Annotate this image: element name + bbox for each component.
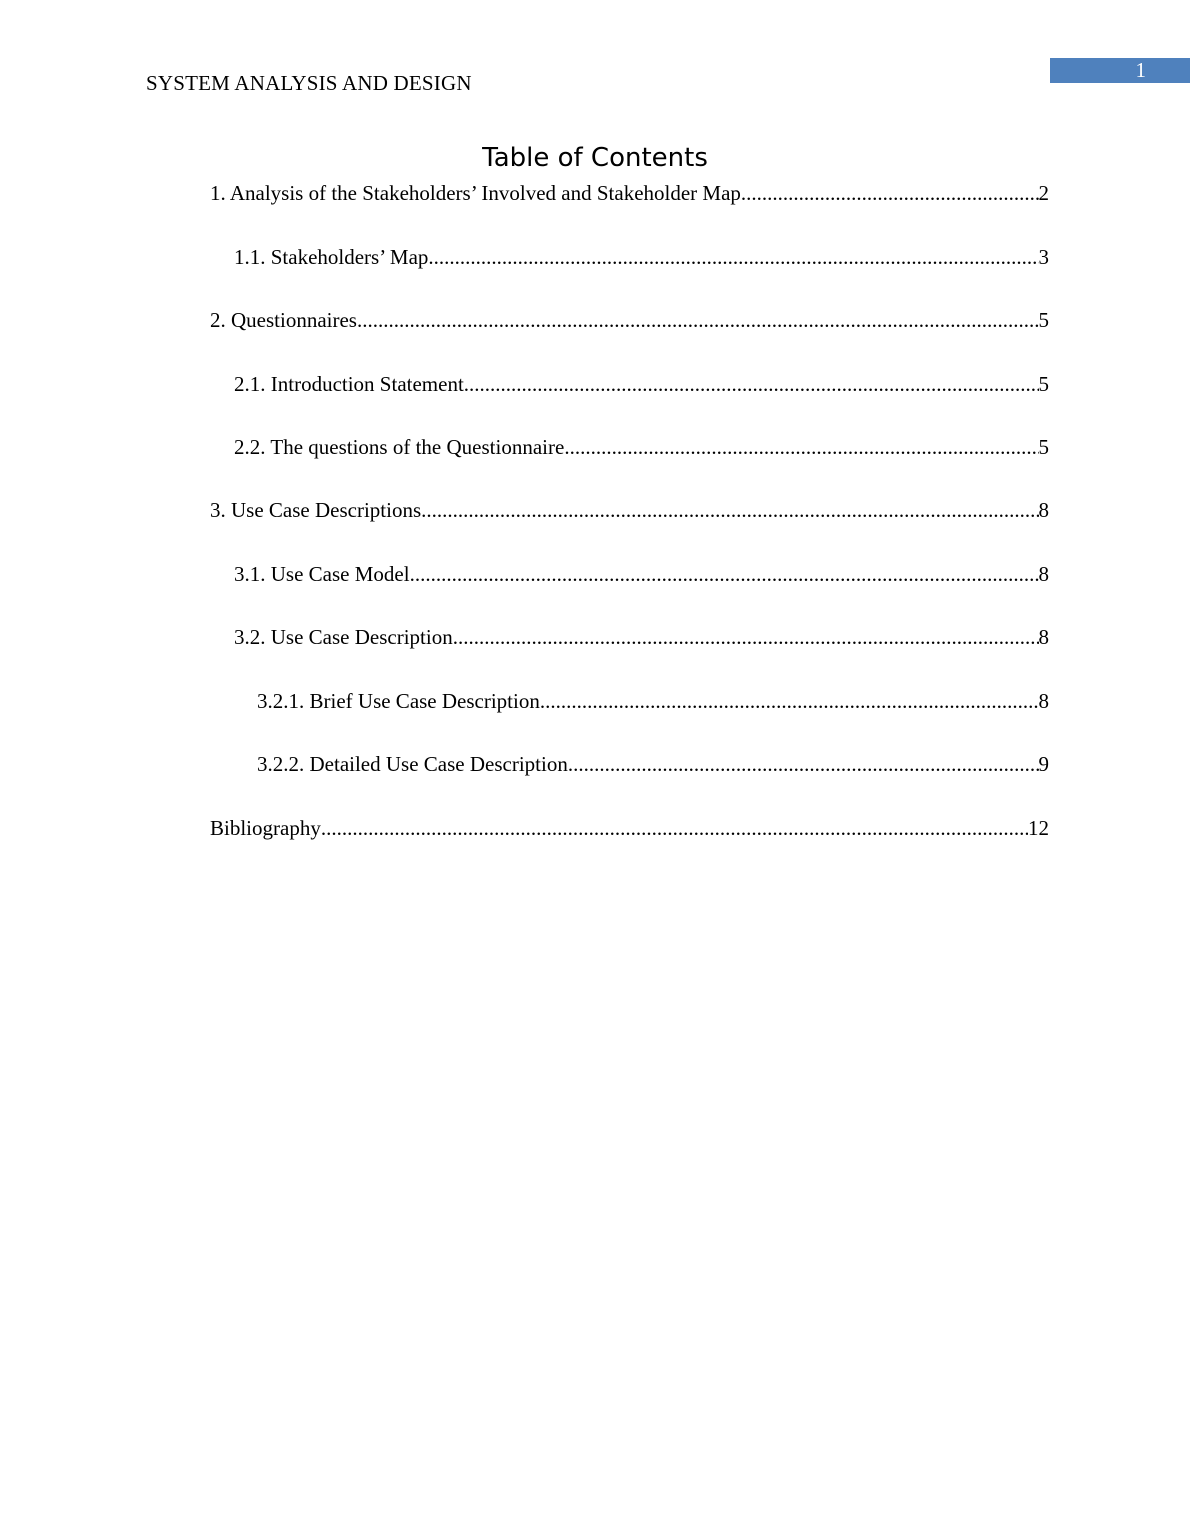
toc-entry-page: 9 (1038, 752, 1049, 776)
toc-entry-page: 8 (1038, 498, 1049, 522)
toc-entry-detailed-use-case-description[interactable] (257, 751, 1049, 777)
toc-entry-page: 12 (1028, 816, 1049, 840)
toc-entry-text: 1.1. Stakeholders’ Map (234, 245, 429, 269)
dot-leader (421, 497, 1038, 523)
toc-entry-page: 5 (1038, 308, 1049, 332)
toc-entry-text: 3.2.2. Detailed Use Case Description (257, 752, 568, 776)
dot-leader (741, 180, 1039, 206)
toc-entry-text: 3. Use Case Descriptions (210, 498, 422, 522)
dot-leader (568, 751, 1039, 777)
toc-entry-page: 8 (1038, 689, 1049, 713)
running-header-title: SYSTEM ANALYSIS AND DESIGN (146, 71, 472, 95)
toc-entry-text: Bibliography (210, 816, 321, 840)
toc-entry-text: 3.1. Use Case Model (234, 562, 410, 586)
toc-entry-page: 5 (1038, 372, 1049, 396)
dot-leader (464, 371, 1039, 397)
toc-entry-page: 3 (1038, 245, 1049, 269)
toc-entry-brief-use-case-description[interactable] (257, 688, 1049, 714)
toc-entry-use-case-model[interactable] (234, 561, 1049, 587)
dot-leader (540, 688, 1039, 714)
toc-entry-page: 5 (1038, 435, 1049, 459)
toc-entry-stakeholder-analysis[interactable] (210, 180, 1049, 206)
toc-entry-use-case-descriptions[interactable] (210, 497, 1049, 523)
dot-leader (453, 624, 1039, 650)
toc-entry-text: 1. Analysis of the Stakeholders’ Involved and Stakeholder Map (210, 181, 741, 205)
toc-entry-page: 2 (1038, 181, 1049, 205)
toc-title: Table of Contents (482, 143, 708, 173)
toc-entry-page: 8 (1038, 562, 1049, 586)
toc-entry-text: 2.1. Introduction Statement (234, 372, 464, 396)
toc-entry-stakeholders-map[interactable] (234, 244, 1049, 270)
page-number: 1 (1135, 58, 1146, 82)
toc-entry-text: 2.2. The questions of the Questionnaire (234, 435, 565, 459)
toc-entry-page: 8 (1038, 625, 1049, 649)
toc-entry-use-case-description[interactable] (234, 624, 1049, 650)
dot-leader (428, 244, 1038, 270)
dot-leader (321, 815, 1028, 841)
dot-leader (357, 307, 1039, 333)
toc-entry-text: 3.2.1. Brief Use Case Description (257, 689, 540, 713)
toc-entry-text: 3.2. Use Case Description (234, 625, 453, 649)
dot-leader (410, 561, 1039, 587)
dot-leader (564, 434, 1038, 460)
toc-entry-questionnaire-questions[interactable] (234, 434, 1049, 460)
toc-entry-introduction-statement[interactable] (234, 371, 1049, 397)
toc-entry-text: 2. Questionnaires (210, 308, 357, 332)
toc-entry-bibliography[interactable] (210, 815, 1049, 841)
toc-entry-questionnaires[interactable] (210, 307, 1049, 333)
